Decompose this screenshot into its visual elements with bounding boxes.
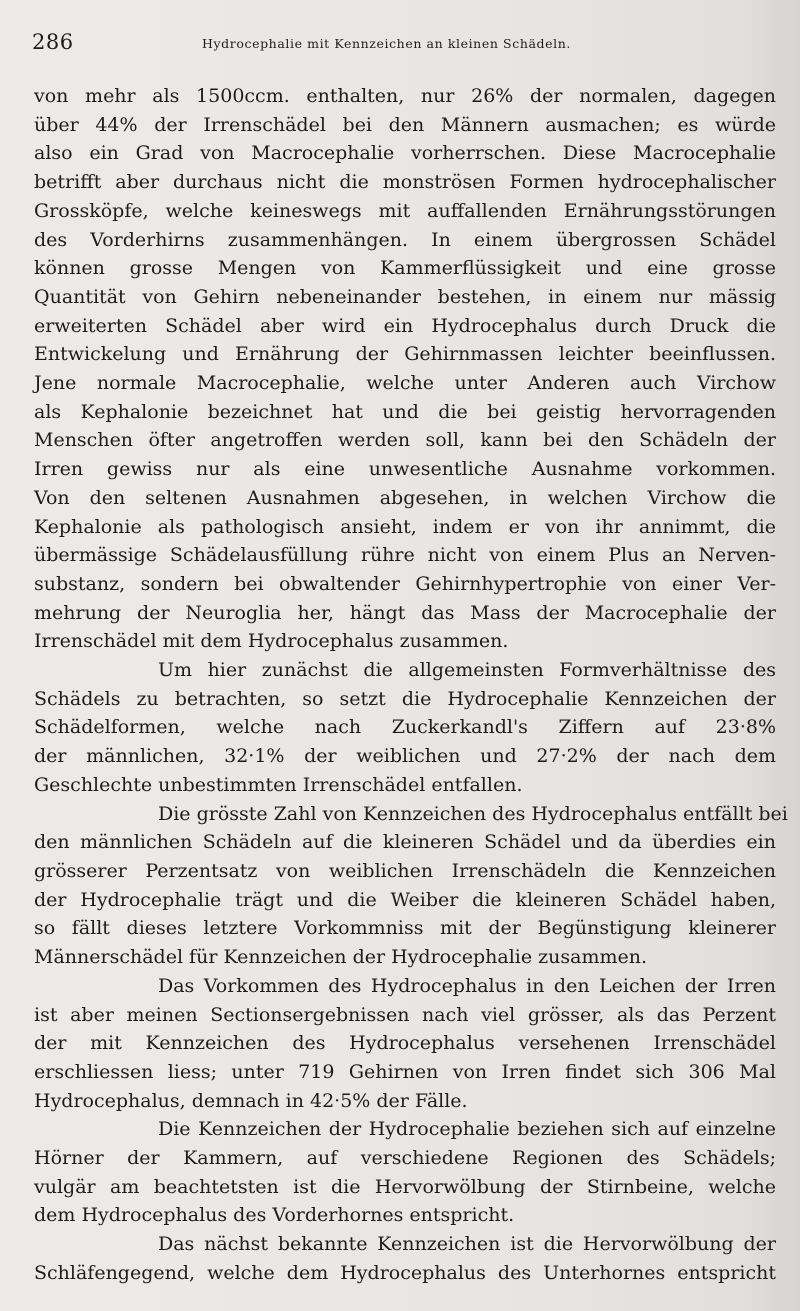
text-line: Das Vorkommen des Hydrocephalus in den Leichen der Irren: [158, 974, 776, 997]
text-line: können grosse Mengen von Kammerflüssigkeit und eine grosse: [34, 257, 776, 280]
page-header: [32, 30, 760, 60]
text-line: grösserer Perzentsatz von weiblichen Irrenschädeln die Kennzeichen: [34, 859, 776, 882]
running-title: Hydrocephalie mit Kennzeichen an kleinen Schädeln.: [202, 36, 571, 51]
text-line: ist aber meinen Sectionsergebnissen nach viel grösser, als das Perzent: [34, 1003, 776, 1026]
text-line: Geschlechte unbestimmten Irrenschädel entfallen.: [34, 773, 523, 796]
text-line: Schläfengegend, welche dem Hydrocephalus des Unterhornes entspricht: [34, 1261, 776, 1284]
text-line: mehrung der Neuroglia her, hängt das Mass der Macrocephalie der: [34, 601, 776, 624]
text-line: Quantität von Gehirn nebeneinander bestehen, in einem nur mässig: [34, 285, 776, 308]
text-line: über 44% der Irrenschädel bei den Männern ausmachen; es würde: [34, 113, 776, 136]
text-line: von mehr als 1500ccm. enthalten, nur 26% der normalen, dagegen: [34, 85, 776, 107]
text-line: Menschen öfter angetroffen werden soll, kann bei den Schädeln der: [34, 429, 776, 452]
text-line: Hydrocephalus, demnach in 42·5% der Fälle.: [34, 1089, 468, 1112]
text-line: Die Kennzeichen der Hydrocephalie beziehen sich auf einzelne: [158, 1118, 776, 1141]
text-line: Hörner der Kammern, auf verschiedene Regionen des Schädels;: [34, 1147, 776, 1170]
text-line: den männlichen Schädeln auf die kleineren Schädel und da überdies ein: [34, 831, 776, 854]
text-line: Das nächst bekannte Kennzeichen ist die Hervorwölbung der: [158, 1233, 776, 1256]
text-line: Von den seltenen Ausnahmen abgesehen, in welchen Virchow die: [34, 486, 776, 509]
text-line: Entwickelung und Ernährung der Gehirnmassen leichter beeinflussen.: [34, 343, 776, 366]
text-line: also ein Grad von Macrocephalie vorherrschen. Diese Macrocephalie: [34, 142, 776, 165]
text-line: so fällt dieses letztere Vorkommniss mit der Begünstigung kleinerer: [34, 917, 776, 940]
text-line: übermässige Schädelausfüllung rühre nicht von einem Plus an Nerven-: [34, 544, 776, 567]
text-line: Jene normale Macrocephalie, welche unter Anderen auch Virchow: [34, 372, 776, 395]
text-line: Schädelformen, welche nach Zuckerkandl's Ziffern auf 23·8%: [34, 716, 776, 739]
text-line: Grossköpfe, welche keineswegs mit auffallenden Ernährungsstörungen: [34, 199, 776, 222]
text-line: Die grösste Zahl von Kennzeichen des Hydrocephalus entfällt bei: [158, 802, 788, 825]
page-number: 286: [32, 30, 74, 54]
text-line: vulgär am beachtetsten ist die Hervorwölbung der Stirnbeine, welche: [34, 1175, 776, 1198]
body-text: [34, 82, 788, 1288]
text-line: Irren gewiss nur als eine unwesentliche Ausnahme vorkommen.: [34, 458, 776, 481]
text-line: dem Hydrocephalus des Vorderhornes entspricht.: [34, 1204, 515, 1227]
text-line: der männlichen, 32·1% der weiblichen und 27·2% der nach dem: [34, 745, 776, 768]
text-line: als Kephalonie bezeichnet hat und die bei geistig hervorragenden: [34, 400, 776, 423]
text-line: betrifft aber durchaus nicht die monströsen Formen hydrocephalischer: [34, 171, 776, 194]
text-line: der Hydrocephalie trägt und die Weiber die kleineren Schädel haben,: [34, 888, 776, 911]
text-line: Irrenschädel mit dem Hydrocephalus zusammen.: [34, 630, 509, 653]
text-line: substanz, sondern bei obwaltender Gehirnhypertrophie von einer Ver-: [34, 572, 776, 595]
text-line: erschliessen liess; unter 719 Gehirnen von Irren findet sich 306 Mal: [34, 1060, 776, 1083]
text-line: erweiterten Schädel aber wird ein Hydrocephalus durch Druck die: [34, 314, 776, 337]
text-line: der mit Kennzeichen des Hydrocephalus versehenen Irrenschädel: [34, 1032, 776, 1055]
text-line: Um hier zunächst die allgemeinsten Formverhältnisse des: [158, 659, 776, 682]
text-line: Kephalonie als pathologisch ansieht, indem er von ihr annimmt, die: [34, 515, 776, 538]
text-line: Schädels zu betrachten, so setzt die Hydrocephalie Kennzeichen der: [34, 687, 776, 710]
text-line: des Vorderhirns zusammenhängen. In einem übergrossen Schädel: [34, 228, 776, 251]
text-line: Männerschädel für Kennzeichen der Hydrocephalie zusammen.: [34, 946, 648, 969]
